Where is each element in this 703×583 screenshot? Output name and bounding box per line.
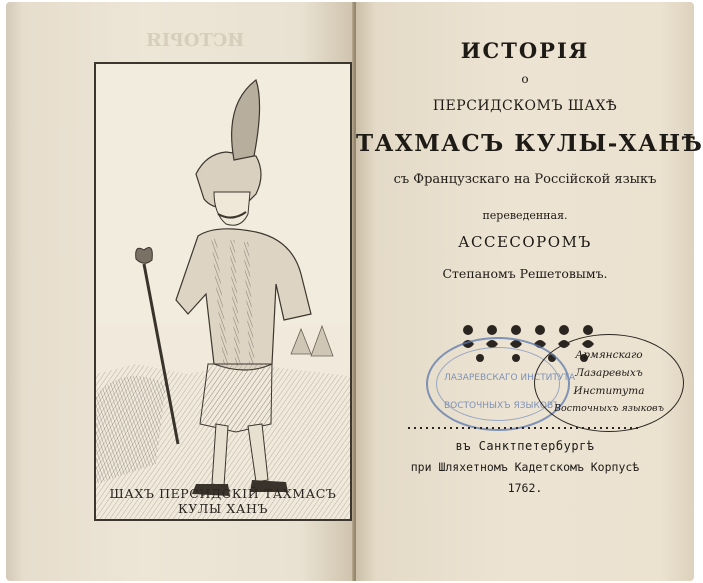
ink-stamp-line-4: Восточныхъ языковъ [554, 403, 664, 414]
frontispiece-caption: ШАХЪ ПЕРСИДСКIЙ ТАХМАСЪ КУЛЫ ХАНЪ [109, 486, 337, 516]
blue-stamp-line-1: ЛАЗАРЕВСКАГО ИНСТИТУТА [444, 373, 576, 383]
ink-stamp-line-3: Института [573, 385, 645, 397]
blue-stamp-line-2: ВОСТОЧНЫХЪ ЯЗЫКОВЪ [444, 401, 561, 411]
ink-stamp-line-1: Армянскаго [575, 349, 643, 361]
title-line-assessor: АССЕСОРОМЪ [458, 233, 592, 251]
title-line-name: ТАХМАСЪ КУЛЫ-ХАНѢ [356, 130, 703, 157]
title-line-about: о [521, 72, 529, 86]
shah-portrait-engraving [96, 64, 350, 519]
engraving-plate [94, 62, 352, 521]
title-line-translation: съ Французскаго на Россiйской языкъ [393, 172, 657, 187]
imprint-press: при Шляхетномъ Кадетскомъ Корпусѣ [410, 460, 640, 474]
title-page [356, 2, 703, 581]
imprint-city: въ Санктпетербургѣ [455, 439, 595, 453]
open-book [6, 2, 703, 581]
title-line-history: ИСТОРIЯ [460, 38, 590, 63]
dotted-rule [408, 423, 638, 433]
title-line-translated: переведенная. [482, 209, 568, 222]
imprint-year: 1762. [507, 481, 543, 495]
title-line-persian-shah: ПЕРСИДСКОМЪ ШАХѢ [432, 98, 618, 114]
bleed-through-text: ИСТОРIЯ [146, 30, 245, 51]
frontispiece-page [6, 2, 354, 581]
title-line-translator: Степаномъ Решетовымъ. [442, 266, 608, 281]
ink-library-stamp [534, 334, 684, 432]
ink-stamp-line-2: Лазаревыхъ [575, 367, 643, 379]
